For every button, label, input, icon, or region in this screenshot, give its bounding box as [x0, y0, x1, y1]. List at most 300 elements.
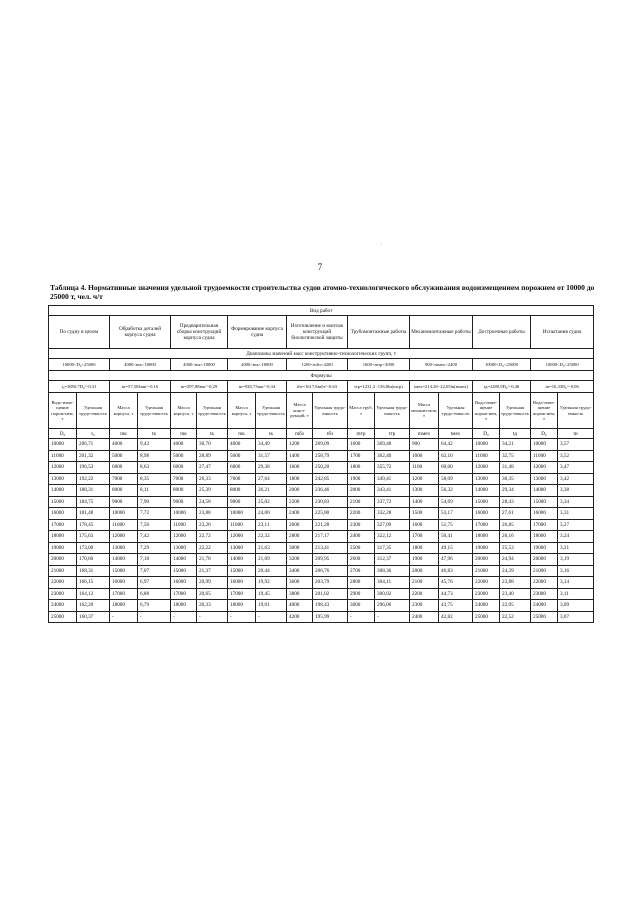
formula-cell: tк=57,504mк^-0,16	[110, 381, 171, 393]
subheader-cell: Удельная трудо-емкость	[77, 393, 110, 429]
table-cell: 213,41	[313, 542, 348, 554]
table-cell: 18000	[473, 531, 500, 543]
subheader-cell: Водо-изме-щение порож-нем, т	[49, 393, 77, 429]
table-cell: 184,75	[77, 496, 110, 508]
table-cell: 6000	[110, 462, 138, 474]
table-cell: 9,43	[138, 439, 171, 451]
table-cell: 13000	[110, 542, 138, 554]
table-row	[49, 554, 594, 566]
table-cell: 2400	[348, 531, 375, 543]
table-cell: 206,76	[313, 565, 348, 577]
formula-cell: tд=2280,9D₀^-0,46	[473, 381, 531, 393]
table-cell: 30,70	[197, 439, 228, 451]
table-cell: 1200	[410, 473, 439, 485]
table-cell: 12000	[473, 462, 500, 474]
table-cell: 18000	[171, 600, 197, 612]
table-cell: 20000	[473, 554, 500, 566]
table-row	[49, 577, 594, 589]
category-header: Предварительная сборка конструкций корпуса судна	[171, 316, 228, 349]
table-cell: 6,88	[138, 588, 171, 600]
table-cell: 19,45	[256, 588, 287, 600]
table-cell: 15000	[49, 496, 77, 508]
symbol-row	[49, 429, 594, 439]
table-cell: 13000	[171, 542, 197, 554]
table-cell: 24,00	[256, 508, 287, 520]
category-header: Формирование корпуса судна	[228, 316, 287, 349]
table-cell: 203,79	[313, 577, 348, 589]
table-cell: 332,28	[375, 508, 410, 520]
table-cell: 21000	[473, 565, 500, 577]
table-cell: 900	[410, 439, 439, 451]
table-row	[49, 496, 594, 508]
table-cell: 4000	[110, 439, 138, 451]
table-cell: 2100	[410, 577, 439, 589]
range-cell: 10000<D₀<25000	[49, 359, 110, 371]
table-cell: 2200	[410, 588, 439, 600]
formula-cell: tк=920,73mк^-0,34	[228, 381, 287, 393]
table-cell: 192,22	[77, 473, 110, 485]
table-cell: 10000	[473, 439, 500, 451]
table-cell: 188,31	[77, 485, 110, 497]
table-cell: 15000	[531, 496, 558, 508]
table-cell: 3,24	[558, 531, 594, 543]
table-cell: 1400	[287, 450, 313, 462]
table-cell: 206,71	[77, 439, 110, 451]
table-cell: 242,85	[313, 473, 348, 485]
table-cell: 34,21	[500, 439, 531, 451]
table-cell: 1900	[410, 554, 439, 566]
table-cell: 6000	[171, 462, 197, 474]
subheader-cell: Удельная трудо-емкость	[197, 393, 228, 429]
norms-table-container	[48, 305, 593, 623]
symbol-cell: tтр	[375, 429, 410, 439]
table-cell: 56,32	[439, 485, 473, 497]
table-cell: 13000	[531, 473, 558, 485]
table-cell: 21,09	[256, 554, 287, 566]
table-cell: 1600	[287, 462, 313, 474]
table-cell: 7,18	[138, 554, 171, 566]
subheader-cell: Удельная трудо-емкость	[313, 393, 348, 429]
table-cell: 201,32	[77, 450, 110, 462]
table-cell: 2500	[348, 542, 375, 554]
table-cell: 60,00	[439, 462, 473, 474]
table-cell: 20000	[49, 554, 77, 566]
range-cell: 1600<mтр<3000	[348, 359, 410, 371]
table-cell: 10000	[49, 439, 77, 451]
table-cell: 28,89	[197, 450, 228, 462]
table-cell: 225,80	[313, 508, 348, 520]
table-cell: 15000	[171, 565, 197, 577]
table-cell: 25,39	[197, 485, 228, 497]
formulas-row	[49, 381, 594, 393]
table-cell: 3,09	[558, 600, 594, 612]
table-cell: 2300	[410, 600, 439, 612]
table-cell: 15000	[473, 496, 500, 508]
table-cell: 3,38	[558, 485, 594, 497]
table-cell: 1400	[410, 496, 439, 508]
table-cell: 26,16	[500, 531, 531, 543]
table-cell: 7,07	[138, 565, 171, 577]
table-cell: 7,72	[138, 508, 171, 520]
subheader-cell: Масса конст-рукций, т	[287, 393, 313, 429]
table-cell: 21000	[531, 565, 558, 577]
table-cell: 9000	[110, 496, 138, 508]
table-cell: 201,02	[313, 588, 348, 600]
table-cell: 2400	[410, 611, 439, 623]
table-cell: 58,09	[439, 473, 473, 485]
table-cell: 2000	[348, 485, 375, 497]
table-cell: 25,02	[256, 496, 287, 508]
table-cell: 22,72	[197, 531, 228, 543]
table-row	[49, 565, 594, 577]
table-row	[49, 611, 594, 623]
table-cell: -	[348, 611, 375, 623]
symbol-cell: tк	[138, 429, 171, 439]
table-cell: 3,07	[558, 611, 594, 623]
table-cell: 4000	[228, 439, 256, 451]
table-cell: 7000	[110, 473, 138, 485]
table-cell: 7,29	[138, 542, 171, 554]
formula-cell: tмех=214,28−22,05ln(mмех)	[410, 381, 473, 393]
table-cell: 3000	[348, 600, 375, 612]
table-cell: 25000	[49, 611, 77, 623]
range-cell: 10000<D₀<25000	[473, 359, 531, 371]
table-cell: 173,00	[77, 542, 110, 554]
table-cell: 8,63	[138, 462, 171, 474]
table-cell: 44,73	[439, 588, 473, 600]
table-cell: 18000	[49, 531, 77, 543]
symbol-cell: tк	[256, 429, 287, 439]
ranges-title: Диапазоны значений масс конструктивно-технологических групп, т	[49, 349, 594, 359]
table-cell: 26,85	[500, 519, 531, 531]
table-cell: 22,52	[500, 611, 531, 623]
table-cell: 22000	[531, 577, 558, 589]
table-cell: 1600	[348, 439, 375, 451]
table-row	[49, 519, 594, 531]
table-cell: 8000	[110, 485, 138, 497]
range-cell: 10000<D₀<25000	[531, 359, 594, 371]
table-cell: 209,95	[313, 554, 348, 566]
table-cell: 22,32	[256, 531, 287, 543]
table-cell: 21,37	[197, 565, 228, 577]
category-header-row	[49, 316, 594, 349]
table-cell: 34,49	[256, 439, 287, 451]
table-cell: 14000	[171, 554, 197, 566]
symbol-cell: tмех	[439, 429, 473, 439]
table-cell: 4000	[171, 439, 197, 451]
table-cell: 3000	[287, 542, 313, 554]
formula-cell: tк=297,88mк^-0,29	[171, 381, 228, 393]
table-cell: 11000	[531, 450, 558, 462]
category-header: Трубомонтажные работы	[348, 316, 410, 349]
table-cell: 11000	[171, 519, 197, 531]
table-cell: -	[256, 611, 287, 623]
formula-cell: tбз=1617,8mбз^-0,63	[287, 381, 348, 393]
table-cell: 6000	[228, 462, 256, 474]
table-cell: 12000	[49, 462, 77, 474]
table-cell: 23000	[49, 588, 77, 600]
symbol-cell: D₀	[49, 429, 77, 439]
table-cell: 9000	[171, 496, 197, 508]
table-cell: 1900	[348, 473, 375, 485]
subheader-cell: Масса механиз-мов, т	[410, 393, 439, 429]
table-cell: 168,31	[77, 565, 110, 577]
table-cell: 4000	[287, 600, 313, 612]
table-cell: 3,47	[558, 462, 594, 474]
table-cell: 258,79	[313, 450, 348, 462]
subheader-cell: Удельная трудо-емкость	[375, 393, 410, 429]
table-cell: -	[138, 611, 171, 623]
table-cell: 166,15	[77, 577, 110, 589]
subheader-cell: Масса корпуса, т	[228, 393, 256, 429]
table-cell: 54,69	[439, 496, 473, 508]
symbol-cell: tи	[558, 429, 594, 439]
table-cell: 53,17	[439, 508, 473, 520]
table-cell: 9000	[228, 496, 256, 508]
table-cell: 2800	[348, 577, 375, 589]
table-cell: 5000	[228, 450, 256, 462]
table-cell: 14000	[228, 554, 256, 566]
table-cell: 8000	[171, 485, 197, 497]
table-cell: 15000	[228, 565, 256, 577]
table-cell: 304,11	[375, 577, 410, 589]
table-cell: 20,33	[197, 600, 228, 612]
table-cell: 7,56	[138, 519, 171, 531]
table-cell: 17000	[228, 588, 256, 600]
table-row	[49, 450, 594, 462]
table-row	[49, 462, 594, 474]
table-cell: 16000	[228, 577, 256, 589]
table-cell: 4200	[287, 611, 313, 623]
table-cell: 3,52	[558, 450, 594, 462]
table-cell: 3200	[287, 554, 313, 566]
table-cell: 2100	[348, 496, 375, 508]
table-cell: -	[110, 611, 138, 623]
subheader-cell: Масса корпуса, т	[110, 393, 138, 429]
table-cell: 23,88	[197, 508, 228, 520]
table-cell: 3600	[287, 577, 313, 589]
table-cell: 3,31	[558, 508, 594, 520]
table-cell: 21,63	[256, 542, 287, 554]
table-row	[49, 508, 594, 520]
table-cell: 2200	[287, 496, 313, 508]
subheader-cell: Удельная трудо-емкость	[500, 393, 531, 429]
table-cell: 327,09	[375, 519, 410, 531]
table-row	[49, 542, 594, 554]
table-cell: 17000	[531, 519, 558, 531]
table-cell: 15000	[110, 565, 138, 577]
table-cell: 30,35	[500, 473, 531, 485]
table-cell: 12000	[531, 462, 558, 474]
table-cell: 20,99	[197, 577, 228, 589]
range-cell: 4000<mк<18000	[171, 359, 228, 371]
table-cell: 47,96	[439, 554, 473, 566]
table-cell: 24000	[49, 600, 77, 612]
table-cell: 1700	[348, 450, 375, 462]
table-cell: 64,42	[439, 439, 473, 451]
table-cell: 26,33	[197, 473, 228, 485]
table-cell: 3,57	[558, 439, 594, 451]
table-cell: 250,20	[313, 462, 348, 474]
page-number: 7	[317, 262, 323, 272]
table-cell: 178,45	[77, 519, 110, 531]
subheader-cell: Удельная трудо-емкость	[558, 393, 594, 429]
table-cell: 5000	[110, 450, 138, 462]
table-cell: 1700	[410, 531, 439, 543]
table-cell: 269,09	[313, 439, 348, 451]
table-cell: 21000	[49, 565, 77, 577]
table-cell: 3,19	[558, 554, 594, 566]
table-cell: 2600	[348, 554, 375, 566]
table-cell: 20,65	[197, 588, 228, 600]
table-cell: 19000	[49, 542, 77, 554]
table-cell: 42,82	[439, 611, 473, 623]
table-cell: 23,40	[500, 588, 531, 600]
table-cell: 20,44	[256, 565, 287, 577]
table-cell: 51,75	[439, 519, 473, 531]
table-cell: 23,11	[256, 519, 287, 531]
category-header: По судну в целом	[49, 316, 110, 349]
subheader-cell: Удельная трудо-емкость	[439, 393, 473, 429]
table-cell: 296,06	[375, 600, 410, 612]
table-cell: 20000	[531, 554, 558, 566]
table-row	[49, 531, 594, 543]
symbol-cell: t₀	[77, 429, 110, 439]
table-cell: 7000	[228, 473, 256, 485]
symbol-cell: mк	[110, 429, 138, 439]
subheader-cell: Удельная трудо-емкость	[256, 393, 287, 429]
table-cell: 1100	[410, 462, 439, 474]
table-cell: 14000	[49, 485, 77, 497]
ranges-row	[49, 359, 594, 371]
table-cell: 16000	[110, 577, 138, 589]
table-cell: 27,47	[197, 462, 228, 474]
norms-table	[48, 305, 594, 623]
table-cell: 13000	[49, 473, 77, 485]
table-cell: 28,43	[500, 496, 531, 508]
table-cell: 22000	[49, 577, 77, 589]
table-cell: 24000	[531, 600, 558, 612]
table-cell: 27,64	[256, 473, 287, 485]
table-cell: 1600	[410, 519, 439, 531]
table-cell: 355,72	[375, 462, 410, 474]
table-cell: 5000	[171, 450, 197, 462]
table-cell: 198,43	[313, 600, 348, 612]
symbol-cell: tк	[197, 429, 228, 439]
table-cell: 24,94	[500, 554, 531, 566]
table-cell: 10000	[110, 508, 138, 520]
table-cell: 11000	[228, 519, 256, 531]
table-cell: 2800	[287, 531, 313, 543]
table-cell: 22,22	[197, 542, 228, 554]
subheader-cell: Масса корпуса, т	[171, 393, 197, 429]
table-cell: 25000	[473, 611, 500, 623]
subheader-cell: Водо-изме-щение порож-нем, т	[531, 393, 558, 429]
table-cell: 230,83	[313, 496, 348, 508]
table-cell: 3,14	[558, 577, 594, 589]
table-cell: 11000	[110, 519, 138, 531]
table-cell: 7,90	[138, 496, 171, 508]
table-title: Таблица 4. Нормативные значения удельной трудоемкости строительства судов атомно-технологического обслуживания водоизмещением порожнем от 10000 до 25000 т, чел. ч/т	[50, 283, 595, 301]
table-cell: 8000	[228, 485, 256, 497]
table-cell: 8,35	[138, 473, 171, 485]
symbol-cell: D₀	[531, 429, 558, 439]
table-cell: 12000	[110, 531, 138, 543]
subheader-row	[49, 393, 594, 429]
table-cell: 32,75	[500, 450, 531, 462]
table-cell: 16000	[531, 508, 558, 520]
table-cell: 16000	[171, 577, 197, 589]
table-cell: 19,01	[256, 600, 287, 612]
category-header: Обработка деталей корпуса судна	[110, 316, 171, 349]
table-cell: 3,16	[558, 565, 594, 577]
table-cell: -	[171, 611, 197, 623]
symbol-cell: tбз	[313, 429, 348, 439]
table-cell: 181,48	[77, 508, 110, 520]
table-cell: 337,72	[375, 496, 410, 508]
table-cell: 24,39	[500, 565, 531, 577]
table-cell: 3400	[287, 565, 313, 577]
table-row	[49, 588, 594, 600]
table-cell: 17000	[473, 519, 500, 531]
table-cell: 170,60	[77, 554, 110, 566]
table-cell: 3,27	[558, 519, 594, 531]
table-row	[49, 485, 594, 497]
table-cell: 22000	[473, 577, 500, 589]
table-cell: 49,15	[439, 542, 473, 554]
symbol-cell: mк	[228, 429, 256, 439]
table-cell: 3,42	[558, 473, 594, 485]
table-cell: 1800	[287, 473, 313, 485]
table-cell: 2900	[348, 588, 375, 600]
table-cell: 22,95	[500, 600, 531, 612]
category-header: Изготовление и монтаж конструкций биологической защиты	[287, 316, 348, 349]
symbol-cell: mбз	[287, 429, 313, 439]
table-cell: 62,10	[439, 450, 473, 462]
table-cell: 2600	[287, 519, 313, 531]
table-cell: 19000	[531, 542, 558, 554]
table-cell: 10000	[531, 439, 558, 451]
table-cell: 23,26	[197, 519, 228, 531]
formula-cell: t₀=3850,7D₀^-0,31	[49, 381, 110, 393]
table-cell: 14000	[531, 485, 558, 497]
table-cell: 24000	[473, 600, 500, 612]
table-cell: 25000	[531, 611, 558, 623]
table-cell: 300,02	[375, 588, 410, 600]
table-cell: 23,88	[500, 577, 531, 589]
table-cell: 50,41	[439, 531, 473, 543]
table-cell: 6,97	[138, 577, 171, 589]
table-cell: 11000	[49, 450, 77, 462]
table-cell: 349,41	[375, 473, 410, 485]
subheader-cell: Удельная трудо-емкость	[138, 393, 171, 429]
table-cell: 17000	[171, 588, 197, 600]
table-cell: 23000	[531, 588, 558, 600]
table-cell: 17000	[110, 588, 138, 600]
table-cell: 19,92	[256, 577, 287, 589]
table-cell: 29,38	[256, 462, 287, 474]
table-body	[49, 439, 594, 623]
table-cell: 362,40	[375, 450, 410, 462]
table-cell: 8,98	[138, 450, 171, 462]
table-cell: 2200	[348, 508, 375, 520]
table-cell: 11000	[473, 450, 500, 462]
table-cell: 27,61	[500, 508, 531, 520]
range-cell: 4000<mк<18000	[228, 359, 287, 371]
table-cell: 24,58	[197, 496, 228, 508]
table-cell: 236,46	[313, 485, 348, 497]
table-cell: 3,34	[558, 496, 594, 508]
